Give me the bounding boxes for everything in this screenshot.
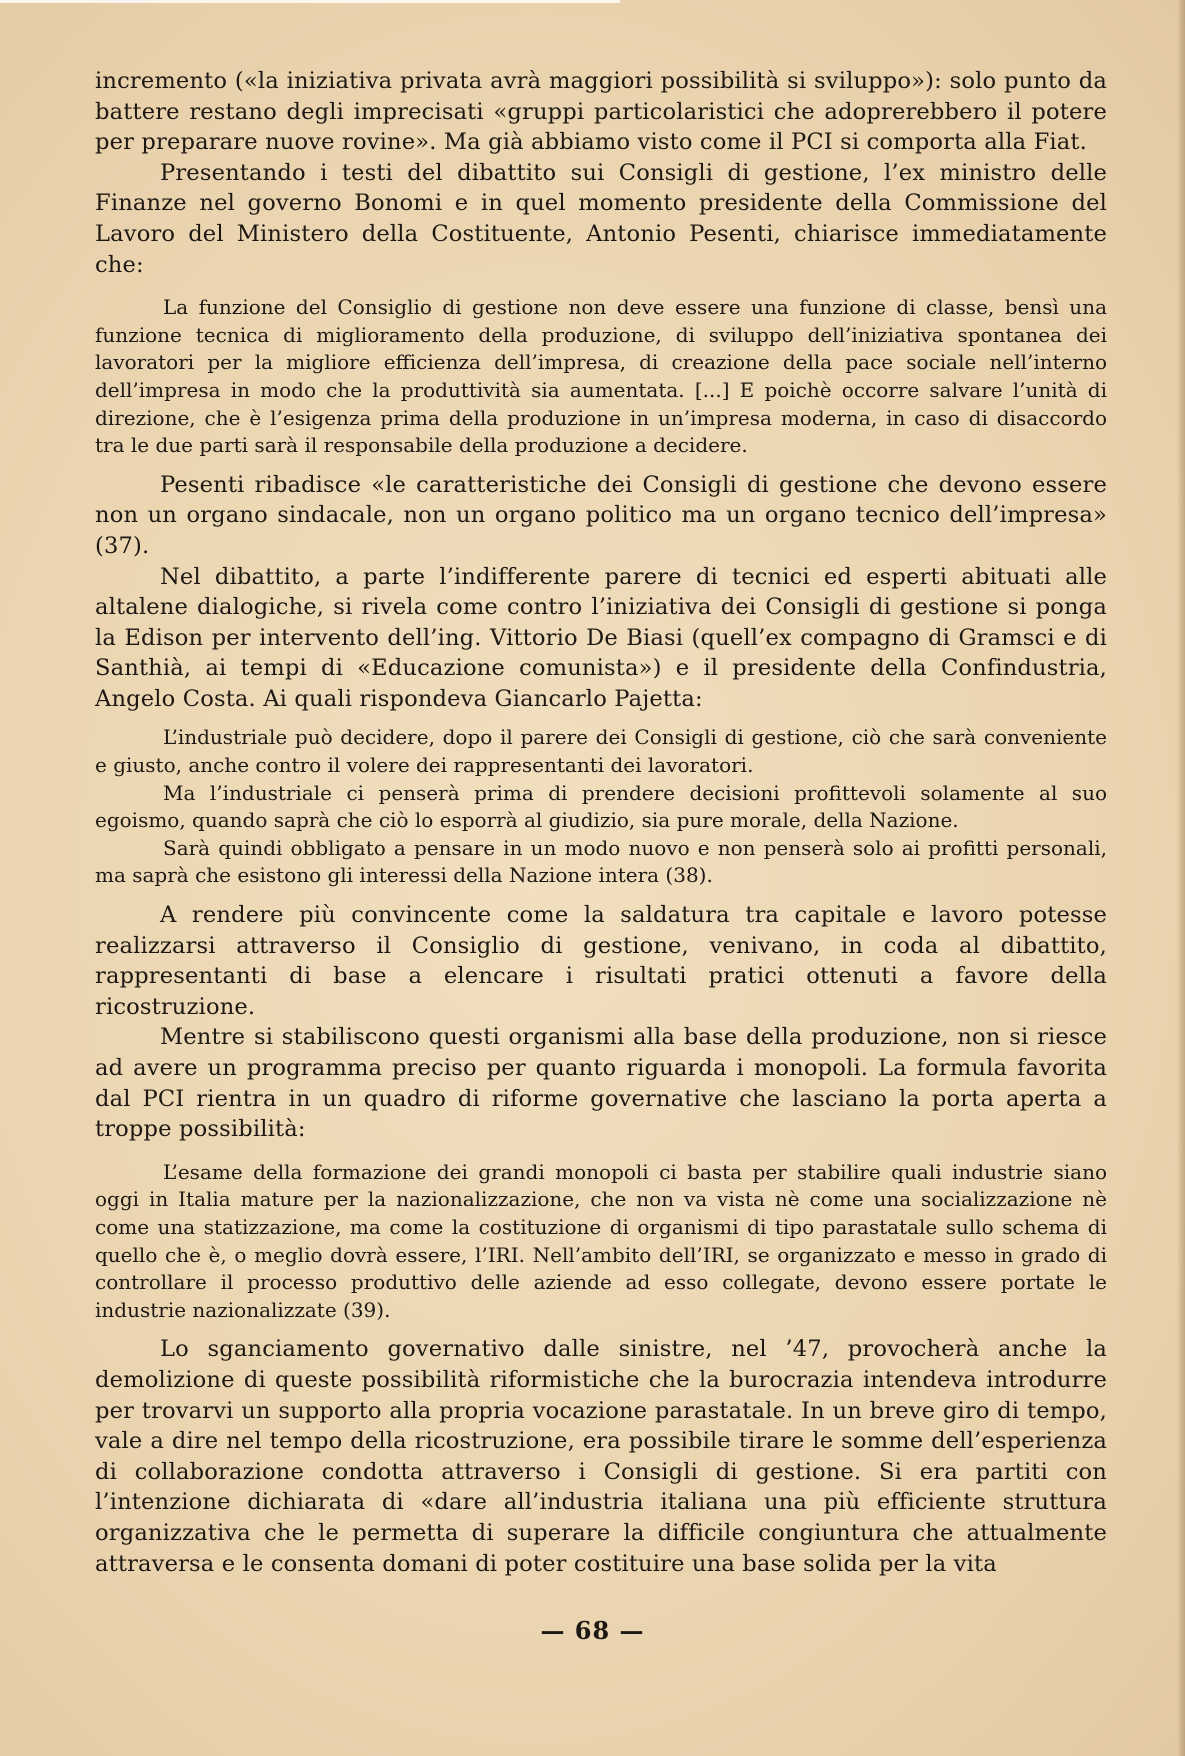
block-quote: L’industriale può decidere, dopo il parere dei Consigli di gestione, ciò che sarà conveniente e giusto, anche contro il volere dei rappresentanti dei lavoratori. bbox=[95, 725, 1107, 778]
body-paragraph: Mentre si stabiliscono questi organismi alla base della produzione, non si riesce ad avere un programma preciso per quanto riguarda i monopoli. La formula favorita dal PCI rientra in un quadro di riforme governative che lasciano la porta aperta a troppe possibilità: bbox=[95, 1024, 1107, 1143]
body-paragraph: Nel dibattito, a parte l’indifferente parere di tecnici ed esperti abituati alle altalene dialogiche, si rivela come contro l’iniziativa dei Consigli di gestione si ponga la Edison per intervento dell’ing. Vittorio De Biasi (quell’ex compagno di Gramsci e di Santhià, ai tempi di «Educazione comunista») e il presidente della Confindustria, Angelo Costa. Ai quali rispondeva Giancarlo Pajetta: bbox=[95, 563, 1107, 712]
body-paragraph: incremento («la iniziativa privata avrà maggiori possibilità si sviluppo»): solo punto da battere restano degli imprecisati «gruppi particolaristici che adoprerebbero il potere per preparare nuove rovine». Ma già abbiamo visto come il PCI si comporta alla Fiat. bbox=[95, 68, 1107, 156]
block-quote: Sarà quindi obbligato a pensare in un modo nuovo e non penserà solo ai profitti personali, ma saprà che esistono gli interessi della Nazione intera (38). bbox=[95, 835, 1107, 888]
body-paragraph: Pesenti ribadisce «le caratteristiche dei Consigli di gestione che devono essere non un organo sindacale, non un organo politico ma un organo tecnico dell’impresa» (37). bbox=[95, 471, 1107, 559]
body-paragraph: Presentando i testi del dibattito sui Consigli di gestione, l’ex ministro delle Finanze nel governo Bonomi e in quel momento presidente della Commissione del Lavoro del Ministero della Costituente, Antonio Pesenti, chiarisce immediatamente che: bbox=[95, 159, 1107, 278]
page-number: — 68 — bbox=[540, 1616, 645, 1645]
block-quote: La funzione del Consiglio di gestione non deve essere una funzione di classe, bensì una funzione tecnica di miglioramento della produzione, di sviluppo dell’iniziativa spontanea dei lavoratori per la migliore efficienza dell’impresa, di creazione della pace sociale nell’interno dell’impresa in modo che la produttività sia aumentata. [...] E poichè occorre salvare l’unità di direzione, che è l’esigenza prima della produzione in un’impresa moderna, in caso di disaccordo tra le due parti sarà il responsabile della produzione a decidere. bbox=[95, 295, 1107, 458]
body-paragraph: A rendere più convincente come la saldatura tra capitale e lavoro potesse realizzarsi attraverso il Consiglio di gestione, venivano, in coda al dibattito, rappresentanti di base a elencare i risultati pratici ottenuti a favore della ricostruzione. bbox=[95, 902, 1107, 1020]
block-quote: L’esame della formazione dei grandi monopoli ci basta per stabilire quali industrie siano oggi in Italia mature per la nazionalizzazione, che non va vista nè come una socializzazione nè come una statizzazione, ma come la costituzione di organismi di tipo parastatale sullo schema di quello che è, o meglio dovrà essere, l’IRI. Nell’ambito dell’IRI, se organizzato e messo in grado di controllare il processo produttivo delle aziende ad esso collegate, devono essere portate le industrie nazionalizzate (39). bbox=[95, 1159, 1107, 1322]
body-paragraph: Lo sganciamento governativo dalle sinistre, nel ’47, provocherà anche la demolizione di queste possibilità riformistiche che la burocrazia intendeva introdurre per trovarvi un supporto alla propria vocazione parastatale. In un breve giro di tempo, vale a dire nel tempo della ricostruzione, era possibile tirare le somme dell’esperienza di collaborazione condotta attraverso i Consigli di gestione. Si era partiti con l’intenzione dichiarata di «dare all’industria italiana una più efficiente struttura organizzativa che le permetta di superare la difficile congiuntura che attualmente attraversa e le consenta domani di poter costituire una base solida per la vita bbox=[95, 1336, 1107, 1577]
scan-edge bbox=[0, 0, 620, 3]
page-edge-shadow bbox=[1177, 0, 1185, 1756]
block-quote: Ma l’industriale ci penserà prima di prendere decisioni profittevoli solamente al suo egoismo, quando saprà che ciò lo esporrà al giudizio, sia pure morale, della Nazione. bbox=[95, 780, 1107, 833]
page-body bbox=[95, 66, 1107, 1579]
